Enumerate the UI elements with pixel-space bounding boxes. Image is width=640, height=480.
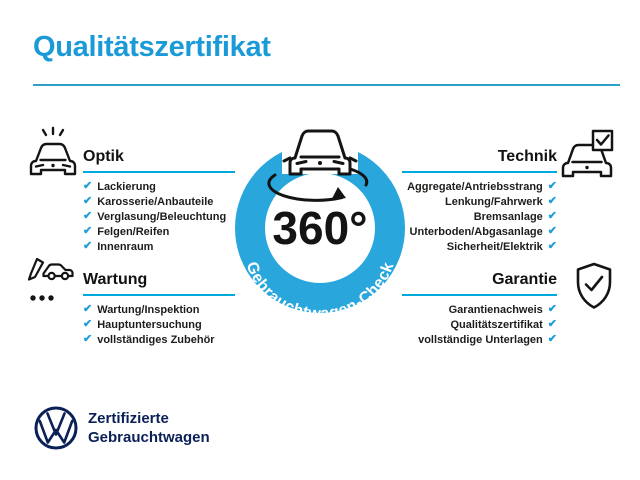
brand-line1: Zertifizierte	[88, 410, 169, 427]
checklist-item-label: vollständiges Zubehör	[97, 333, 215, 346]
checklist-item-label: Aggregate/Antriebsstrang	[407, 180, 543, 193]
section-wartung-title: Wartung	[83, 271, 148, 288]
check-icon: ✔	[83, 333, 93, 345]
checklist-item-label: Bremsanlage	[473, 210, 543, 223]
check-icon: ✔	[547, 240, 557, 252]
title-divider	[33, 84, 620, 86]
vw-logo	[33, 405, 79, 451]
check-icon: ✔	[83, 303, 93, 315]
checklist-item-label: Unterboden/Abgasanlage	[409, 225, 543, 238]
section-optik-title: Optik	[83, 148, 124, 165]
check-icon: ✔	[547, 303, 557, 315]
check-icon: ✔	[83, 225, 93, 237]
checklist-item-label: Innenraum	[97, 240, 154, 253]
check-icon: ✔	[547, 210, 557, 222]
check-icon: ✔	[83, 180, 93, 192]
360-check-badge	[198, 116, 442, 328]
shield-check-icon	[574, 262, 614, 310]
checklist-item	[83, 332, 273, 347]
checklist-item-label: Verglasung/Beleuchtung	[97, 210, 227, 223]
check-icon: ✔	[83, 318, 93, 330]
checklist-item-label: Qualitätszertifikat	[450, 318, 543, 331]
checklist-item-label: Karosserie/Anbauteile	[97, 195, 214, 208]
brand-footer	[33, 405, 210, 451]
page-title: Qualitätszertifikat	[33, 31, 271, 63]
degree-label: 360°	[272, 202, 368, 254]
brand-text	[88, 409, 210, 447]
car-checkbox-icon	[560, 128, 616, 182]
checklist-item-label: Felgen/Reifen	[97, 225, 170, 238]
checklist-item-label: Lenkung/Fahrwerk	[444, 195, 543, 208]
section-garantie-title: Garantie	[492, 271, 557, 288]
check-icon: ✔	[83, 210, 93, 222]
checklist-item-label: Wartung/Inspektion	[97, 303, 200, 316]
service-checklist-icon	[26, 257, 76, 303]
shiny-car-icon	[28, 126, 78, 180]
checklist-item-label: Sicherheit/Elektrik	[446, 240, 543, 253]
check-icon: ✔	[83, 240, 93, 252]
check-icon: ✔	[547, 180, 557, 192]
checklist-item-label: Lackierung	[97, 180, 156, 193]
brand-line2: Gebrauchtwagen	[88, 429, 210, 446]
check-icon: ✔	[547, 195, 557, 207]
check-icon: ✔	[547, 225, 557, 237]
checklist-item-label: vollständige Unterlagen	[418, 333, 543, 346]
check-icon: ✔	[547, 318, 557, 330]
ring-label: Gebrauchtwagen-Check	[242, 259, 398, 323]
section-technik-title: Technik	[497, 148, 557, 165]
check-icon: ✔	[83, 195, 93, 207]
checklist-item-label: Garantienachweis	[448, 303, 543, 316]
checklist-item	[367, 332, 557, 347]
check-icon: ✔	[547, 333, 557, 345]
checklist-item-label: Hauptuntersuchung	[97, 318, 202, 331]
